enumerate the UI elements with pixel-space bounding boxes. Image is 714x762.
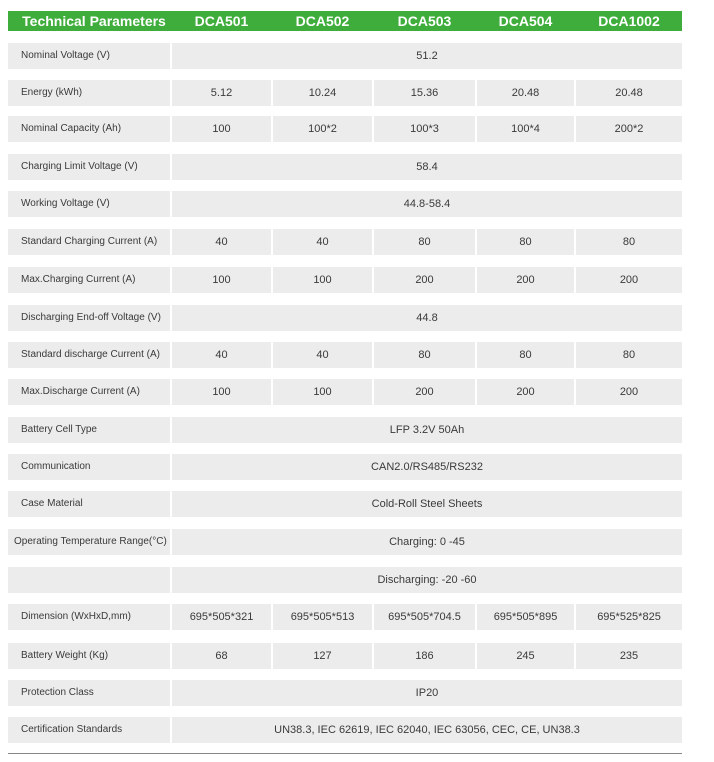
row-label: Working Voltage (V) [8, 191, 170, 217]
table-row [8, 43, 682, 69]
value-cell: 100 [172, 379, 271, 405]
value-cell: 100 [172, 116, 271, 142]
value-cell: 235 [576, 643, 682, 669]
value-cell: 100 [273, 379, 372, 405]
span-value-cell: 58.4 [172, 154, 682, 180]
value-cell: 245 [477, 643, 574, 669]
value-cell: 80 [576, 342, 682, 368]
span-value-cell: Discharging: -20 -60 [172, 567, 682, 593]
bottom-divider [8, 753, 682, 754]
row-label: Battery Cell Type [8, 417, 170, 443]
span-value-cell: CAN2.0/RS485/RS232 [172, 454, 682, 480]
value-cell: 80 [374, 342, 475, 368]
header-model-1: DCA501 [194, 13, 249, 29]
row-label: Nominal Voltage (V) [8, 43, 170, 69]
value-cell: 695*505*895 [477, 604, 574, 630]
table-header [8, 11, 682, 31]
value-cell: 200 [374, 379, 475, 405]
span-value-cell: Charging: 0 -45 [172, 529, 682, 555]
row-label: Standard Charging Current (A) [8, 229, 170, 255]
row-label: Max.Discharge Current (A) [8, 379, 170, 405]
value-cell: 10.24 [273, 80, 372, 106]
value-cell: 200 [576, 267, 682, 293]
span-value-cell: UN38.3, IEC 62619, IEC 62040, IEC 63056, CEC, CE, UN38.3 [172, 717, 682, 743]
value-cell: 695*525*825 [576, 604, 682, 630]
value-cell: 200 [477, 379, 574, 405]
value-cell: 80 [477, 342, 574, 368]
row-label: Protection Class [8, 680, 170, 706]
table-row [8, 116, 682, 142]
value-cell: 695*505*513 [273, 604, 372, 630]
table-row [8, 604, 682, 630]
span-value-cell: IP20 [172, 680, 682, 706]
value-cell: 200*2 [576, 116, 682, 142]
table-row [8, 567, 682, 593]
value-cell: 100*3 [374, 116, 475, 142]
header-model-2: DCA502 [295, 13, 350, 29]
header-model-4: DCA504 [498, 13, 553, 29]
header-title: Technical Parameters [22, 13, 166, 29]
table-row [8, 491, 682, 517]
table-row [8, 191, 682, 217]
row-label: Certification Standards [8, 717, 170, 743]
row-label: Max.Charging Current (A) [8, 267, 170, 293]
table-row [8, 267, 682, 293]
value-cell: 80 [477, 229, 574, 255]
value-cell: 20.48 [576, 80, 682, 106]
value-cell: 80 [576, 229, 682, 255]
value-cell: 200 [477, 267, 574, 293]
table-row [8, 417, 682, 443]
table-row [8, 529, 682, 555]
span-value-cell: Cold-Roll Steel Sheets [172, 491, 682, 517]
table-row [8, 80, 682, 106]
row-label: Discharging End-off Voltage (V) [8, 305, 170, 331]
table-row [8, 229, 682, 255]
table-row [8, 379, 682, 405]
header-model-5: DCA1002 [598, 13, 660, 29]
value-cell: 200 [374, 267, 475, 293]
value-cell: 68 [172, 643, 271, 669]
span-value-cell: LFP 3.2V 50Ah [172, 417, 682, 443]
value-cell: 695*505*321 [172, 604, 271, 630]
table-row [8, 680, 682, 706]
value-cell: 200 [576, 379, 682, 405]
row-label [8, 567, 170, 593]
value-cell: 15.36 [374, 80, 475, 106]
row-label: Battery Weight (Kg) [8, 643, 170, 669]
table-row [8, 717, 682, 743]
value-cell: 100*2 [273, 116, 372, 142]
value-cell: 5.12 [172, 80, 271, 106]
table-row [8, 454, 682, 480]
row-label: Energy (kWh) [8, 80, 170, 106]
span-value-cell: 44.8-58.4 [172, 191, 682, 217]
value-cell: 40 [273, 229, 372, 255]
value-cell: 100 [172, 267, 271, 293]
row-label: Charging Limit Voltage (V) [8, 154, 170, 180]
value-cell: 40 [273, 342, 372, 368]
value-cell: 40 [172, 342, 271, 368]
row-label: Standard discharge Current (A) [8, 342, 170, 368]
table-row [8, 305, 682, 331]
value-cell: 40 [172, 229, 271, 255]
row-label: Dimension (WxHxD,mm) [8, 604, 170, 630]
value-cell: 127 [273, 643, 372, 669]
value-cell: 100*4 [477, 116, 574, 142]
value-cell: 100 [273, 267, 372, 293]
value-cell: 80 [374, 229, 475, 255]
header-model-3: DCA503 [397, 13, 452, 29]
value-cell: 20.48 [477, 80, 574, 106]
span-value-cell: 44.8 [172, 305, 682, 331]
table-row [8, 643, 682, 669]
row-label: Case Material [8, 491, 170, 517]
span-value-cell: 51.2 [172, 43, 682, 69]
row-label: Operating Temperature Range(°C) [8, 529, 170, 555]
value-cell: 695*505*704.5 [374, 604, 475, 630]
value-cell: 186 [374, 643, 475, 669]
row-label: Nominal Capacity (Ah) [8, 116, 170, 142]
table-row [8, 342, 682, 368]
table-row [8, 154, 682, 180]
row-label: Communication [8, 454, 170, 480]
